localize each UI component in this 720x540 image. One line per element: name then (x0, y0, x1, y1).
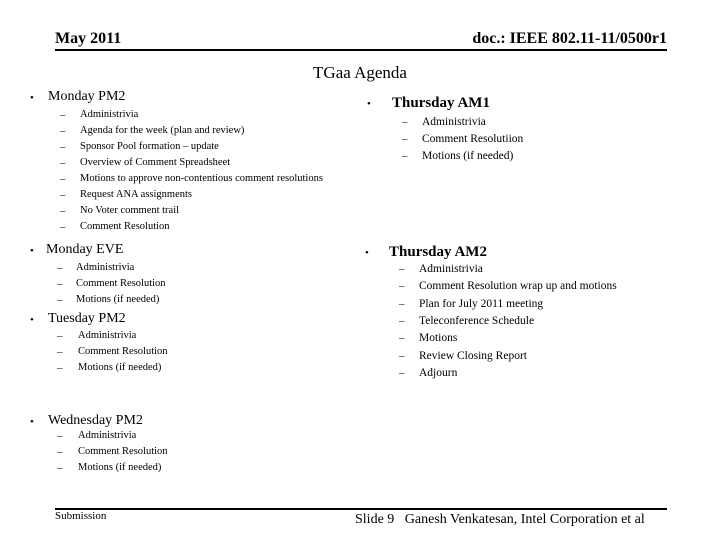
footer-rule (55, 508, 667, 510)
bullet-icon: • (30, 416, 34, 428)
dash-icon: – (399, 297, 405, 310)
dash-icon: – (399, 280, 405, 293)
section-heading: Tuesday PM2 (48, 311, 126, 326)
agenda-item: Administrivia (422, 116, 486, 128)
dash-icon: – (57, 294, 63, 306)
dash-icon: – (60, 221, 66, 233)
agenda-item: Comment Resolutiion (422, 133, 524, 145)
header-date: May 2011 (55, 30, 122, 47)
dash-icon: – (402, 150, 408, 162)
agenda-item: No Voter comment trail (80, 205, 180, 216)
agenda-item: Comment Resolution (78, 446, 168, 457)
agenda-item: Motions (if needed) (78, 462, 162, 473)
section-heading: Thursday AM1 (392, 95, 490, 111)
agenda-item: Administrivia (419, 263, 483, 275)
agenda-item: Overview of Comment Spreadsheet (80, 157, 231, 168)
dash-icon: – (402, 116, 408, 128)
bullet-icon: • (367, 98, 371, 110)
agenda-item: Review Closing Report (419, 349, 527, 362)
agenda-item: Sponsor Pool formation – update (80, 141, 219, 152)
agenda-item: Comment Resolution (78, 346, 168, 357)
dash-icon: – (60, 141, 66, 153)
dash-icon: – (60, 125, 66, 137)
agenda-item: Motions (if needed) (422, 150, 514, 162)
section-heading: Monday PM2 (48, 89, 126, 104)
dash-icon: – (399, 263, 405, 275)
dash-icon: – (57, 430, 63, 442)
agenda-item: Adjourn (419, 366, 458, 379)
agenda-item: Comment Resolution (76, 278, 166, 289)
agenda-item: Motions (419, 332, 458, 345)
dash-icon: – (57, 362, 63, 374)
dash-icon: – (60, 173, 66, 185)
dash-icon: – (60, 157, 66, 169)
agenda-item: Comment Resolution (80, 221, 170, 232)
agenda-item: Comment Resolution wrap up and motions (419, 280, 617, 293)
header-rule (55, 49, 667, 51)
dash-icon: – (399, 332, 405, 345)
footer-submission: Submission (55, 510, 107, 522)
dash-icon: – (402, 133, 408, 145)
dash-icon: – (399, 314, 405, 327)
section-heading: Wednesday PM2 (48, 413, 143, 428)
agenda-item: Administrivia (78, 330, 137, 341)
bullet-icon: • (365, 247, 369, 259)
dash-icon: – (57, 330, 63, 342)
agenda-item: Administrivia (78, 430, 137, 441)
bullet-icon: • (30, 314, 34, 326)
agenda-item: Teleconference Schedule (419, 314, 535, 327)
dash-icon: – (57, 262, 63, 274)
dash-icon: – (399, 349, 405, 362)
bullet-icon: • (30, 92, 34, 104)
agenda-item: Motions to approve non-contentious comment resolutions (80, 173, 323, 184)
bullet-icon: • (30, 245, 34, 257)
footer-slide-info: Slide 9 Ganesh Venkatesan, Intel Corporation et al (355, 512, 645, 527)
section-heading: Thursday AM2 (389, 244, 487, 260)
header-doc-id: doc.: IEEE 802.11-11/0500r1 (472, 30, 667, 47)
dash-icon: – (399, 366, 405, 379)
agenda-item: Request ANA assignments (80, 189, 192, 200)
agenda-item: Motions (if needed) (76, 294, 160, 305)
dash-icon: – (60, 189, 66, 201)
dash-icon: – (60, 109, 66, 121)
dash-icon: – (57, 346, 63, 358)
agenda-item: Administrivia (76, 262, 135, 273)
section-heading: Monday EVE (46, 242, 124, 257)
dash-icon: – (57, 462, 63, 474)
dash-icon: – (57, 278, 63, 290)
slide-title: TGaa Agenda (313, 63, 407, 82)
dash-icon: – (60, 205, 66, 217)
agenda-item: Agenda for the week (plan and review) (80, 125, 245, 136)
agenda-item: Administrivia (80, 109, 139, 120)
agenda-item: Motions (if needed) (78, 362, 162, 373)
dash-icon: – (57, 446, 63, 458)
agenda-item: Plan for July 2011 meeting (419, 297, 544, 310)
